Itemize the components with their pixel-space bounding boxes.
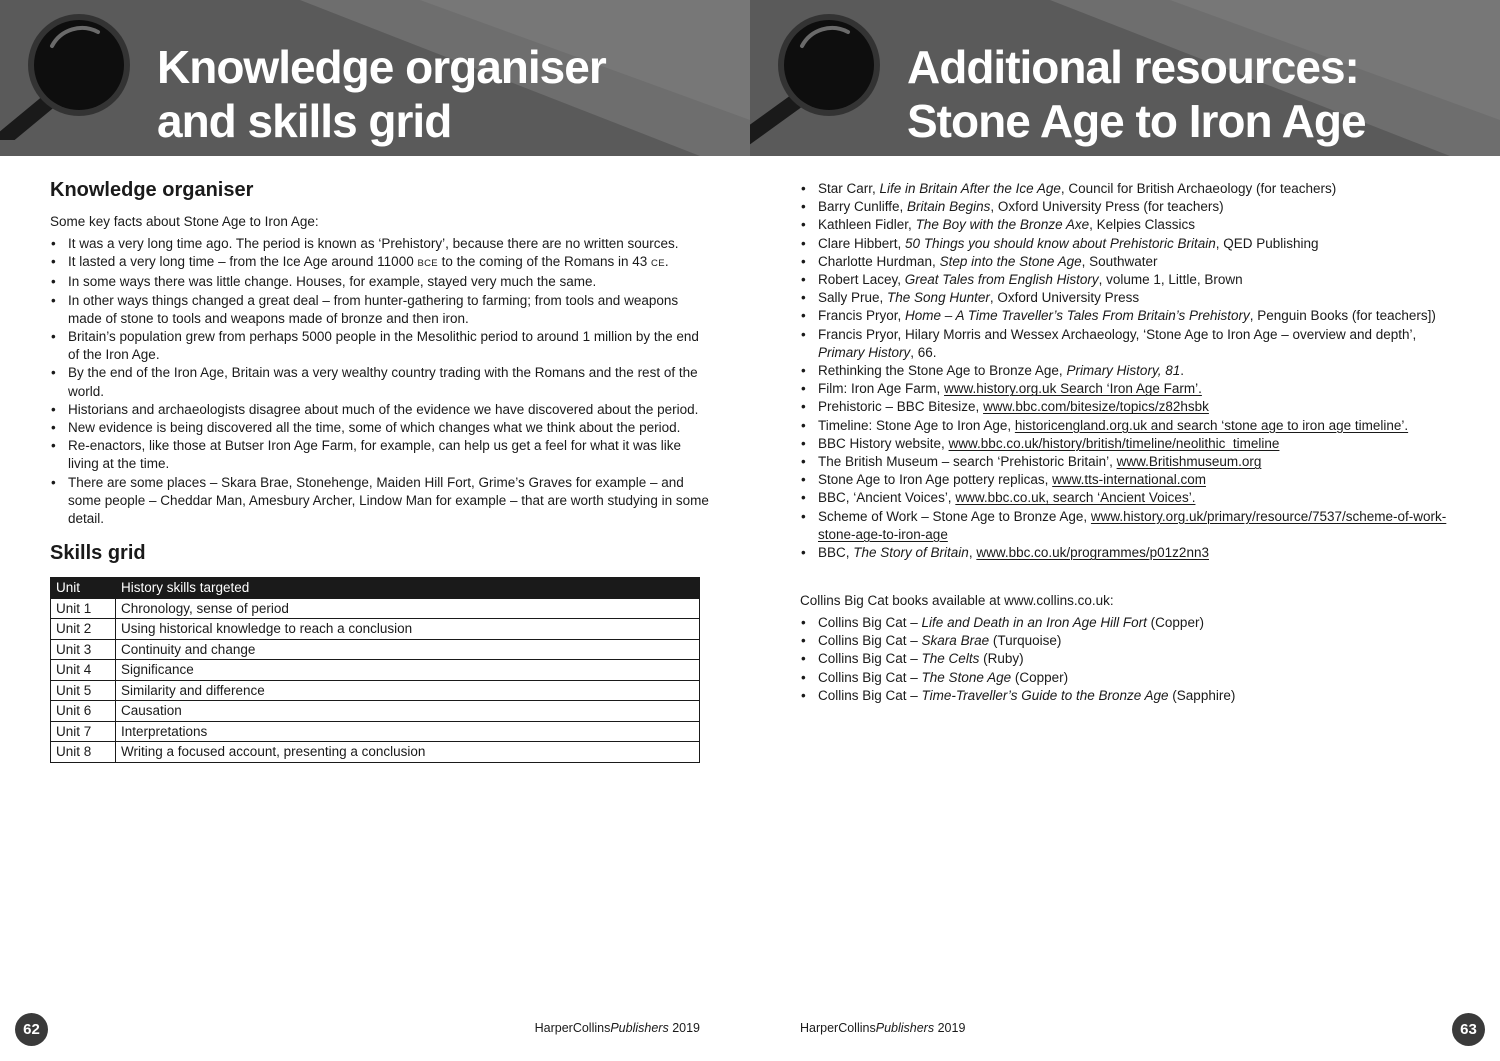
list-item: • It was a very long time ago. The period is known as ‘Prehistory’, because there are no written sources. bbox=[50, 235, 710, 253]
collins-books-list bbox=[800, 614, 1460, 705]
collins-intro: Collins Big Cat books available at www.collins.co.uk: bbox=[800, 593, 1114, 608]
column-header-skills: History skills targeted bbox=[116, 578, 700, 599]
skills-grid-table bbox=[50, 577, 700, 763]
list-item: • In other ways things changed a great deal – from hunter-gathering to farming; from tools and weapons made of stone to tools and weapons made of bronze and then iron. bbox=[50, 292, 710, 328]
page-title bbox=[907, 40, 1366, 148]
page-number: 63 bbox=[1452, 1013, 1485, 1046]
resource-link[interactable]: www.history.org.uk/primary/resource/7537/scheme-of-work-stone-age-to-iron-age bbox=[818, 508, 1447, 542]
list-item: • Francis Pryor, Home – A Time Traveller’s Tales From Britain’s Prehistory, Penguin Books (for teachers]) bbox=[800, 307, 1460, 325]
list-item: • Clare Hibbert, 50 Things you should know about Prehistoric Britain, QED Publishing bbox=[800, 235, 1460, 253]
list-item: • Rethinking the Stone Age to Bronze Age, Primary History, 81. bbox=[800, 362, 1460, 380]
resource-link[interactable]: www.bbc.co.uk/history/british/timeline/neolithic_timeline bbox=[948, 435, 1280, 451]
list-item: • Sally Prue, The Song Hunter, Oxford University Press bbox=[800, 289, 1460, 307]
list-item: • Star Carr, Life in Britain After the Ice Age, Council for British Archaeology (for teachers) bbox=[800, 180, 1460, 198]
list-item: • Barry Cunliffe, Britain Begins, Oxford University Press (for teachers) bbox=[800, 198, 1460, 216]
footer-publisher: HarperCollinsPublishers 2019 bbox=[534, 1021, 700, 1035]
page-number: 62 bbox=[15, 1013, 48, 1046]
resource-link[interactable]: www.bbc.co.uk/programmes/p01z2nn3 bbox=[976, 545, 1209, 561]
knowledge-organiser-heading: Knowledge organiser bbox=[50, 179, 254, 201]
list-item: • New evidence is being discovered all the time, some of which changes what we think about the period. bbox=[50, 419, 710, 437]
list-item: • Francis Pryor, Hilary Morris and Wessex Archaeology, ‘Stone Age to Iron Age – overview and depth’, Primary History, 66. bbox=[800, 326, 1460, 362]
table-row: Unit 3 Continuity and change bbox=[51, 639, 700, 660]
table-header-row bbox=[51, 578, 700, 599]
list-item: • BBC, The Story of Britain, www.bbc.co.uk/programmes/p01z2nn3 bbox=[800, 544, 1460, 562]
list-item: • Scheme of Work – Stone Age to Bronze Age, www.history.org.uk/primary/resource/7537/scheme-of-work-stone-age-to-iron-age bbox=[800, 508, 1460, 544]
column-header-unit: Unit bbox=[51, 578, 116, 599]
table-row: Unit 4 Significance bbox=[51, 660, 700, 681]
list-item: • Robert Lacey, Great Tales from English History, volume 1, Little, Brown bbox=[800, 271, 1460, 289]
list-item: • By the end of the Iron Age, Britain was a very wealthy country trading with the Romans and the rest of the world. bbox=[50, 364, 710, 400]
list-item: • There are some places – Skara Brae, Stonehenge, Maiden Hill Fort, Grime’s Graves for example – and some people – Cheddar Man, Amesbury Archer, Lindow Man for example – that are worth studying in some detail. bbox=[50, 474, 710, 529]
resource-link[interactable]: historicengland.org.uk and search ‘stone age to iron age timeline’. bbox=[1014, 417, 1409, 433]
resource-link[interactable]: www.tts-international.com bbox=[1052, 472, 1206, 488]
resources-list bbox=[800, 180, 1460, 562]
list-item: • Timeline: Stone Age to Iron Age, historicengland.org.uk and search ‘stone age to iron age timeline’. bbox=[800, 417, 1460, 435]
resource-link[interactable]: www.history.org.uk Search ‘Iron Age Farm’. bbox=[944, 381, 1202, 397]
table-row: Unit 5 Similarity and difference bbox=[51, 680, 700, 701]
list-item: • Collins Big Cat – Skara Brae (Turquoise) bbox=[800, 632, 1460, 650]
page-title-line-2: Stone Age to Iron Age bbox=[907, 95, 1366, 147]
resource-link[interactable]: www.bbc.com/bitesize/topics/z82hsbk bbox=[983, 399, 1209, 415]
magnifying-glass-icon bbox=[0, 10, 140, 140]
list-item: • BBC, ‘Ancient Voices’, www.bbc.co.uk, search ‘Ancient Voices’. bbox=[800, 489, 1460, 507]
list-item: • Collins Big Cat – Life and Death in an Iron Age Hill Fort (Copper) bbox=[800, 614, 1460, 632]
list-item: • Collins Big Cat – The Stone Age (Copper) bbox=[800, 669, 1460, 687]
list-item: • Charlotte Hurdman, Step into the Stone Age, Southwater bbox=[800, 253, 1460, 271]
table-row: Unit 1 Chronology, sense of period bbox=[51, 598, 700, 619]
key-facts-list bbox=[50, 235, 710, 528]
page-title-line-1: Additional resources: bbox=[907, 41, 1359, 93]
list-item: • Britain’s population grew from perhaps 5000 people in the Mesolithic period to around 1 million by the end of the Iron Age. bbox=[50, 328, 710, 364]
magnifying-glass-icon bbox=[750, 10, 890, 175]
list-item: • It lasted a very long time – from the Ice Age around 11000 BCE to the coming of the Romans in 43 CE. bbox=[50, 253, 710, 273]
list-item: • Collins Big Cat – The Celts (Ruby) bbox=[800, 650, 1460, 668]
list-item: • Kathleen Fidler, The Boy with the Bronze Axe, Kelpies Classics bbox=[800, 216, 1460, 234]
page-title bbox=[157, 40, 606, 148]
list-item: • Re-enactors, like those at Butser Iron Age Farm, for example, can help us get a feel for what it was like living at the time. bbox=[50, 437, 710, 473]
skills-grid-heading: Skills grid bbox=[50, 542, 146, 564]
footer-publisher: HarperCollinsPublishers 2019 bbox=[800, 1021, 966, 1035]
table-row: Unit 8 Writing a focused account, presenting a conclusion bbox=[51, 742, 700, 763]
list-item: • Collins Big Cat – Time-Traveller’s Guide to the Bronze Age (Sapphire) bbox=[800, 687, 1460, 705]
list-item: • Prehistoric – BBC Bitesize, www.bbc.com/bitesize/topics/z82hsbk bbox=[800, 398, 1460, 416]
list-item: • The British Museum – search ‘Prehistoric Britain’, www.Britishmuseum.org bbox=[800, 453, 1460, 471]
page-title-line-1: Knowledge organiser bbox=[157, 41, 606, 93]
resource-link[interactable]: www.bbc.co.uk, search ‘Ancient Voices’. bbox=[955, 490, 1196, 506]
table-row: Unit 2 Using historical knowledge to reach a conclusion bbox=[51, 619, 700, 640]
list-item: • Stone Age to Iron Age pottery replicas, www.tts-international.com bbox=[800, 471, 1460, 489]
list-item: • In some ways there was little change. Houses, for example, stayed very much the same. bbox=[50, 273, 710, 291]
knowledge-intro: Some key facts about Stone Age to Iron Age: bbox=[50, 214, 319, 229]
page-right bbox=[750, 0, 1500, 1061]
page-title-line-2: and skills grid bbox=[157, 95, 452, 147]
list-item: • Historians and archaeologists disagree about much of the evidence we have discovered about the period. bbox=[50, 401, 710, 419]
table-row: Unit 7 Interpretations bbox=[51, 721, 700, 742]
list-item: • BBC History website, www.bbc.co.uk/history/british/timeline/neolithic_timeline bbox=[800, 435, 1460, 453]
table-row: Unit 6 Causation bbox=[51, 701, 700, 722]
list-item: • Film: Iron Age Farm, www.history.org.uk Search ‘Iron Age Farm’. bbox=[800, 380, 1460, 398]
resource-link[interactable]: www.Britishmuseum.org bbox=[1116, 454, 1262, 470]
